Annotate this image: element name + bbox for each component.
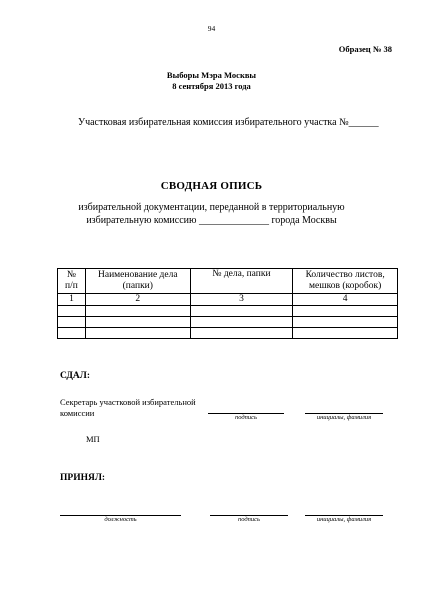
received-initials-caption: инициалы, фамилия bbox=[316, 516, 372, 523]
sample-label: Образец № 38 bbox=[338, 44, 392, 54]
inventory-table bbox=[57, 268, 398, 339]
document-title: СВОДНАЯ ОПИСЬ bbox=[160, 180, 263, 192]
commission-line: Участковая избирательная комиссия избирательного участка №______ bbox=[78, 117, 379, 128]
table-row bbox=[58, 317, 398, 328]
received-signature-caption: подпись bbox=[237, 516, 261, 523]
seal-label: МП bbox=[86, 434, 100, 444]
table-row bbox=[58, 328, 398, 339]
role-line-2: комиссии bbox=[60, 408, 95, 418]
handed-over-label: СДАЛ: bbox=[60, 371, 91, 381]
table-header-row bbox=[58, 269, 398, 294]
election-title: Выборы Мэра Москвы bbox=[166, 70, 257, 80]
role-line-1: Секретарь участковой избирательной bbox=[60, 397, 196, 407]
header-case-name: Наименование дела (папки) bbox=[85, 269, 190, 294]
header-case-number: № дела, папки bbox=[190, 269, 293, 294]
subtitle-line-1: избирательной документации, переданной в территориальную bbox=[78, 202, 345, 213]
table-number-row: 1 2 3 4 bbox=[58, 294, 398, 306]
handed-over-role bbox=[60, 397, 196, 419]
initials-caption: инициалы, фамилия bbox=[316, 414, 372, 421]
election-date: 8 сентября 2013 года bbox=[172, 81, 251, 91]
subtitle-line-2: избирательную комиссию ______________ города Москвы bbox=[86, 215, 337, 226]
position-caption: должность bbox=[104, 516, 137, 523]
document-subtitle bbox=[0, 201, 423, 227]
header-sheet-count: Количество листов, мешков (коробок) bbox=[293, 269, 398, 294]
signature-caption: подпись bbox=[234, 414, 258, 421]
header-number: № п/п bbox=[58, 269, 86, 294]
received-label: ПРИНЯЛ: bbox=[60, 473, 106, 483]
election-header bbox=[0, 70, 423, 92]
page-number: 94 bbox=[207, 24, 216, 33]
table-row bbox=[58, 306, 398, 317]
